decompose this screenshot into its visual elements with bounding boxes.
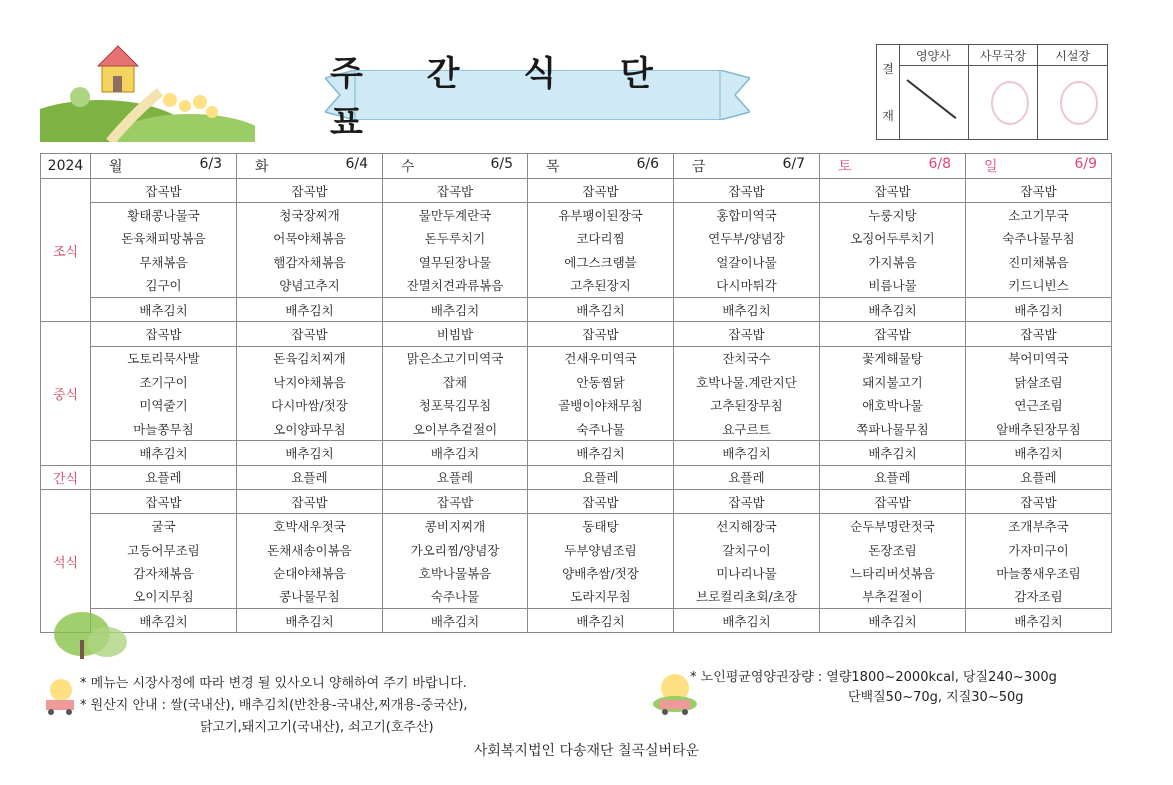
menu-item: 조개부추국 bbox=[966, 514, 1112, 538]
menu-item: 잡곡밥 bbox=[528, 322, 674, 346]
day-header bbox=[383, 154, 528, 179]
menu-item: 햄감자채볶음 bbox=[237, 250, 383, 273]
day-name: 수 bbox=[401, 159, 415, 175]
menu-item: 청포묵김무침 bbox=[383, 394, 528, 417]
menu-row bbox=[41, 609, 1112, 633]
menu-item: 어묵야채볶음 bbox=[237, 227, 383, 250]
day-name: 월 bbox=[109, 159, 123, 175]
approval-director bbox=[1038, 45, 1107, 139]
menu-item: 콩비지찌개 bbox=[383, 514, 528, 538]
menu-item: 숙주나물 bbox=[383, 585, 528, 609]
menu-row bbox=[41, 490, 1112, 514]
notice-change: * 메뉴는 시장사정에 따라 변경 될 있사오니 양해하여 주기 바랍니다. bbox=[80, 676, 467, 691]
day-header bbox=[966, 154, 1112, 179]
menu-item: 오이양파무침 bbox=[237, 417, 383, 441]
day-date: 6/8 bbox=[928, 156, 951, 172]
menu-row bbox=[41, 441, 1112, 465]
menu-item: 배추김치 bbox=[966, 609, 1112, 633]
menu-item: 콩나물무침 bbox=[237, 585, 383, 609]
menu-item: 잔멸치견과류볶음 bbox=[383, 274, 528, 298]
menu-item: 고등어무조림 bbox=[91, 538, 237, 561]
menu-row bbox=[41, 322, 1112, 346]
menu-item: 비름나물 bbox=[820, 274, 966, 298]
menu-item: 잡채 bbox=[383, 370, 528, 393]
menu-item: 양념고추지 bbox=[237, 274, 383, 298]
menu-item: 잡곡밥 bbox=[820, 490, 966, 514]
menu-item: 요플레 bbox=[820, 465, 966, 489]
menu-item: 요플레 bbox=[674, 465, 820, 489]
menu-item: 잡곡밥 bbox=[820, 179, 966, 203]
day-date: 6/5 bbox=[490, 156, 513, 172]
menu-row bbox=[41, 465, 1112, 489]
day-date: 6/3 bbox=[199, 156, 222, 172]
menu-item: 양배추쌈/젓장 bbox=[528, 561, 674, 584]
menu-row bbox=[41, 394, 1112, 417]
menu-item: 맑은소고기미역국 bbox=[383, 346, 528, 370]
menu-item: 키드니빈스 bbox=[966, 274, 1112, 298]
menu-item: 요플레 bbox=[966, 465, 1112, 489]
menu-item: 배추김치 bbox=[383, 609, 528, 633]
menu-item: 애호박나물 bbox=[820, 394, 966, 417]
menu-item: 도라지무침 bbox=[528, 585, 674, 609]
menu-item: 배추김치 bbox=[820, 609, 966, 633]
menu-item: 느타리버섯볶음 bbox=[820, 561, 966, 584]
menu-item: 유부팽이된장국 bbox=[528, 203, 674, 227]
menu-item: 갈치구이 bbox=[674, 538, 820, 561]
meal-label: 석식 bbox=[41, 490, 91, 633]
menu-item: 배추김치 bbox=[820, 297, 966, 321]
menu-item: 마늘쫑무침 bbox=[91, 417, 237, 441]
menu-item: 배추김치 bbox=[91, 297, 237, 321]
menu-item: 요구르트 bbox=[674, 417, 820, 441]
menu-row bbox=[41, 179, 1112, 203]
day-header bbox=[237, 154, 383, 179]
day-date: 6/4 bbox=[345, 156, 368, 172]
menu-item: 요플레 bbox=[237, 465, 383, 489]
day-header bbox=[528, 154, 674, 179]
menu-item: 미나리나물 bbox=[674, 561, 820, 584]
menu-row bbox=[41, 417, 1112, 441]
menu-item: 코다리찜 bbox=[528, 227, 674, 250]
menu-item: 배추김치 bbox=[383, 297, 528, 321]
menu-row bbox=[41, 274, 1112, 298]
menu-item: 돈육김치찌개 bbox=[237, 346, 383, 370]
menu-item: 다시마쌈/젓장 bbox=[237, 394, 383, 417]
menu-item: 마늘쫑새우조림 bbox=[966, 561, 1112, 584]
menu-item: 선지해장국 bbox=[674, 514, 820, 538]
menu-item: 돈장조림 bbox=[820, 538, 966, 561]
menu-item: 고추된장지 bbox=[528, 274, 674, 298]
meal-label: 중식 bbox=[41, 322, 91, 465]
menu-item: 돈육채피망볶음 bbox=[91, 227, 237, 250]
approval-role: 시설장 bbox=[1038, 45, 1107, 66]
menu-item: 돈두루치기 bbox=[383, 227, 528, 250]
notice-origin-cont: 닭고기,돼지고기(국내산), 쇠고기(호주산) bbox=[200, 720, 434, 735]
signature-mark bbox=[906, 79, 956, 119]
menu-item: 꽃게해물탕 bbox=[820, 346, 966, 370]
approval-box bbox=[876, 44, 1108, 140]
menu-item: 배추김치 bbox=[966, 441, 1112, 465]
menu-item: 오징어두루치기 bbox=[820, 227, 966, 250]
day-date: 6/6 bbox=[636, 156, 659, 172]
menu-item: 부추겉절이 bbox=[820, 585, 966, 609]
menu-item: 가자미구이 bbox=[966, 538, 1112, 561]
menu-row bbox=[41, 370, 1112, 393]
menu-item: 잡곡밥 bbox=[966, 322, 1112, 346]
menu-item: 굴국 bbox=[91, 514, 237, 538]
menu-item: 골뱅이야채무침 bbox=[528, 394, 674, 417]
day-header bbox=[820, 154, 966, 179]
menu-item: 건새우미역국 bbox=[528, 346, 674, 370]
menu-item: 감자채볶음 bbox=[91, 561, 237, 584]
menu-item: 잡곡밥 bbox=[237, 490, 383, 514]
menu-item: 다시마튀각 bbox=[674, 274, 820, 298]
approval-role: 사무국장 bbox=[969, 45, 1038, 66]
house-hill-illustration bbox=[40, 42, 255, 142]
menu-item: 요플레 bbox=[528, 465, 674, 489]
menu-item: 오이지무침 bbox=[91, 585, 237, 609]
menu-item: 배추김치 bbox=[966, 297, 1112, 321]
menu-item: 물만두계란국 bbox=[383, 203, 528, 227]
menu-item: 호박나물.계란지단 bbox=[674, 370, 820, 393]
menu-item: 배추김치 bbox=[820, 441, 966, 465]
menu-item: 무채볶음 bbox=[91, 250, 237, 273]
menu-item: 감자조림 bbox=[966, 585, 1112, 609]
menu-item: 요플레 bbox=[383, 465, 528, 489]
menu-item: 누룽지탕 bbox=[820, 203, 966, 227]
menu-item: 잡곡밥 bbox=[674, 322, 820, 346]
menu-item: 잔치국수 bbox=[674, 346, 820, 370]
menu-item: 오이부추겉절이 bbox=[383, 417, 528, 441]
menu-row bbox=[41, 297, 1112, 321]
menu-row bbox=[41, 585, 1112, 609]
header-row bbox=[41, 154, 1112, 179]
menu-item: 배추김치 bbox=[674, 609, 820, 633]
menu-item: 진미채볶음 bbox=[966, 250, 1112, 273]
seal-stamp bbox=[991, 81, 1029, 125]
day-name: 금 bbox=[692, 159, 706, 175]
menu-item: 배추김치 bbox=[91, 609, 237, 633]
menu-item: 돼지불고기 bbox=[820, 370, 966, 393]
approval-manager bbox=[969, 45, 1039, 139]
menu-item: 안동찜닭 bbox=[528, 370, 674, 393]
menu-item: 잡곡밥 bbox=[91, 490, 237, 514]
menu-item: 알배추된장무침 bbox=[966, 417, 1112, 441]
menu-item: 잡곡밥 bbox=[966, 179, 1112, 203]
menu-item: 청국장찌개 bbox=[237, 203, 383, 227]
menu-item: 열무된장나물 bbox=[383, 250, 528, 273]
menu-item: 김구이 bbox=[91, 274, 237, 298]
menu-item: 미역줄기 bbox=[91, 394, 237, 417]
menu-item: 잡곡밥 bbox=[383, 490, 528, 514]
day-date: 6/9 bbox=[1074, 156, 1097, 172]
menu-item: 잡곡밥 bbox=[91, 322, 237, 346]
menu-item: 두부양념조림 bbox=[528, 538, 674, 561]
menu-row bbox=[41, 250, 1112, 273]
day-header bbox=[674, 154, 820, 179]
menu-item: 배추김치 bbox=[528, 297, 674, 321]
menu-item: 얼갈이나물 bbox=[674, 250, 820, 273]
menu-item: 돈채새송이볶음 bbox=[237, 538, 383, 561]
menu-item: 배추김치 bbox=[674, 441, 820, 465]
menu-item: 소고기무국 bbox=[966, 203, 1112, 227]
menu-item: 연두부/양념장 bbox=[674, 227, 820, 250]
day-name: 토 bbox=[838, 159, 852, 175]
menu-item: 순대야채볶음 bbox=[237, 561, 383, 584]
menu-item: 황태콩나물국 bbox=[91, 203, 237, 227]
menu-item: 숙주나물 bbox=[528, 417, 674, 441]
menu-row bbox=[41, 538, 1112, 561]
menu-item: 잡곡밥 bbox=[674, 179, 820, 203]
cart-icon bbox=[42, 676, 80, 716]
menu-item: 잡곡밥 bbox=[91, 179, 237, 203]
menu-row bbox=[41, 346, 1112, 370]
menu-item: 동태탕 bbox=[528, 514, 674, 538]
day-name: 일 bbox=[984, 159, 998, 175]
day-name: 목 bbox=[546, 159, 560, 175]
menu-row bbox=[41, 514, 1112, 538]
menu-item: 배추김치 bbox=[674, 297, 820, 321]
approval-label-top: 결 bbox=[882, 62, 894, 76]
approval-role: 영양사 bbox=[899, 45, 968, 66]
menu-item: 가지볶음 bbox=[820, 250, 966, 273]
menu-item: 잡곡밥 bbox=[528, 490, 674, 514]
nutrition-note: * 노인평균영양권장량 : 열량1800~2000kcal, 당질240~300g bbox=[690, 670, 1057, 685]
menu-item: 고추된장무침 bbox=[674, 394, 820, 417]
day-header bbox=[91, 154, 237, 179]
menu-row bbox=[41, 561, 1112, 584]
menu-item: 숙주나물무침 bbox=[966, 227, 1112, 250]
menu-item: 홍합미역국 bbox=[674, 203, 820, 227]
notice-origin: * 원산지 안내 : 쌀(국내산), 배추김치(반찬용-국내산,찌개용-중국산), bbox=[80, 698, 468, 713]
approval-label bbox=[877, 45, 900, 139]
menu-item: 도토리묵사발 bbox=[91, 346, 237, 370]
menu-row bbox=[41, 227, 1112, 250]
menu-item: 배추김치 bbox=[91, 441, 237, 465]
nutrition-note-cont: 단백질50~70g, 지질30~50g bbox=[848, 690, 1024, 705]
meal-label: 조식 bbox=[41, 179, 91, 322]
page-title: 주 간 식 단 표 bbox=[330, 54, 679, 143]
menu-item: 배추김치 bbox=[237, 609, 383, 633]
menu-item: 비빔밥 bbox=[383, 322, 528, 346]
menu-item: 북어미역국 bbox=[966, 346, 1112, 370]
day-name: 화 bbox=[255, 159, 269, 175]
weekly-menu-table bbox=[40, 153, 1112, 633]
approval-label-bottom: 재 bbox=[882, 109, 894, 123]
meal-label: 간식 bbox=[41, 465, 91, 489]
menu-item: 잡곡밥 bbox=[528, 179, 674, 203]
menu-item: 배추김치 bbox=[383, 441, 528, 465]
menu-item: 배추김치 bbox=[237, 441, 383, 465]
menu-item: 닭살조림 bbox=[966, 370, 1112, 393]
menu-item: 연근조림 bbox=[966, 394, 1112, 417]
plant-illustration bbox=[42, 604, 147, 659]
seal-stamp bbox=[1060, 81, 1098, 125]
day-date: 6/7 bbox=[782, 156, 805, 172]
menu-item: 잡곡밥 bbox=[383, 179, 528, 203]
menu-item: 조기구이 bbox=[91, 370, 237, 393]
menu-item: 호박나물볶음 bbox=[383, 561, 528, 584]
menu-item: 잡곡밥 bbox=[820, 322, 966, 346]
menu-item: 쪽파나물무침 bbox=[820, 417, 966, 441]
menu-item: 요플레 bbox=[91, 465, 237, 489]
menu-item: 잡곡밥 bbox=[674, 490, 820, 514]
menu-item: 호박새우젓국 bbox=[237, 514, 383, 538]
menu-item: 잡곡밥 bbox=[237, 179, 383, 203]
menu-item: 브로컬리초회/초장 bbox=[674, 585, 820, 609]
menu-item: 낙지야채볶음 bbox=[237, 370, 383, 393]
menu-item: 배추김치 bbox=[528, 441, 674, 465]
menu-item: 가오리찜/양념장 bbox=[383, 538, 528, 561]
organization-name: 사회복지법인 다송재단 칠곡실버타운 bbox=[473, 743, 700, 759]
menu-item: 에그스크램블 bbox=[528, 250, 674, 273]
menu-item: 잡곡밥 bbox=[237, 322, 383, 346]
menu-row bbox=[41, 203, 1112, 227]
year-cell: 2024 bbox=[41, 154, 91, 179]
menu-item: 배추김치 bbox=[528, 609, 674, 633]
menu-item: 순두부명란젓국 bbox=[820, 514, 966, 538]
menu-item: 잡곡밥 bbox=[966, 490, 1112, 514]
approval-nutritionist bbox=[899, 45, 969, 139]
menu-item: 배추김치 bbox=[237, 297, 383, 321]
